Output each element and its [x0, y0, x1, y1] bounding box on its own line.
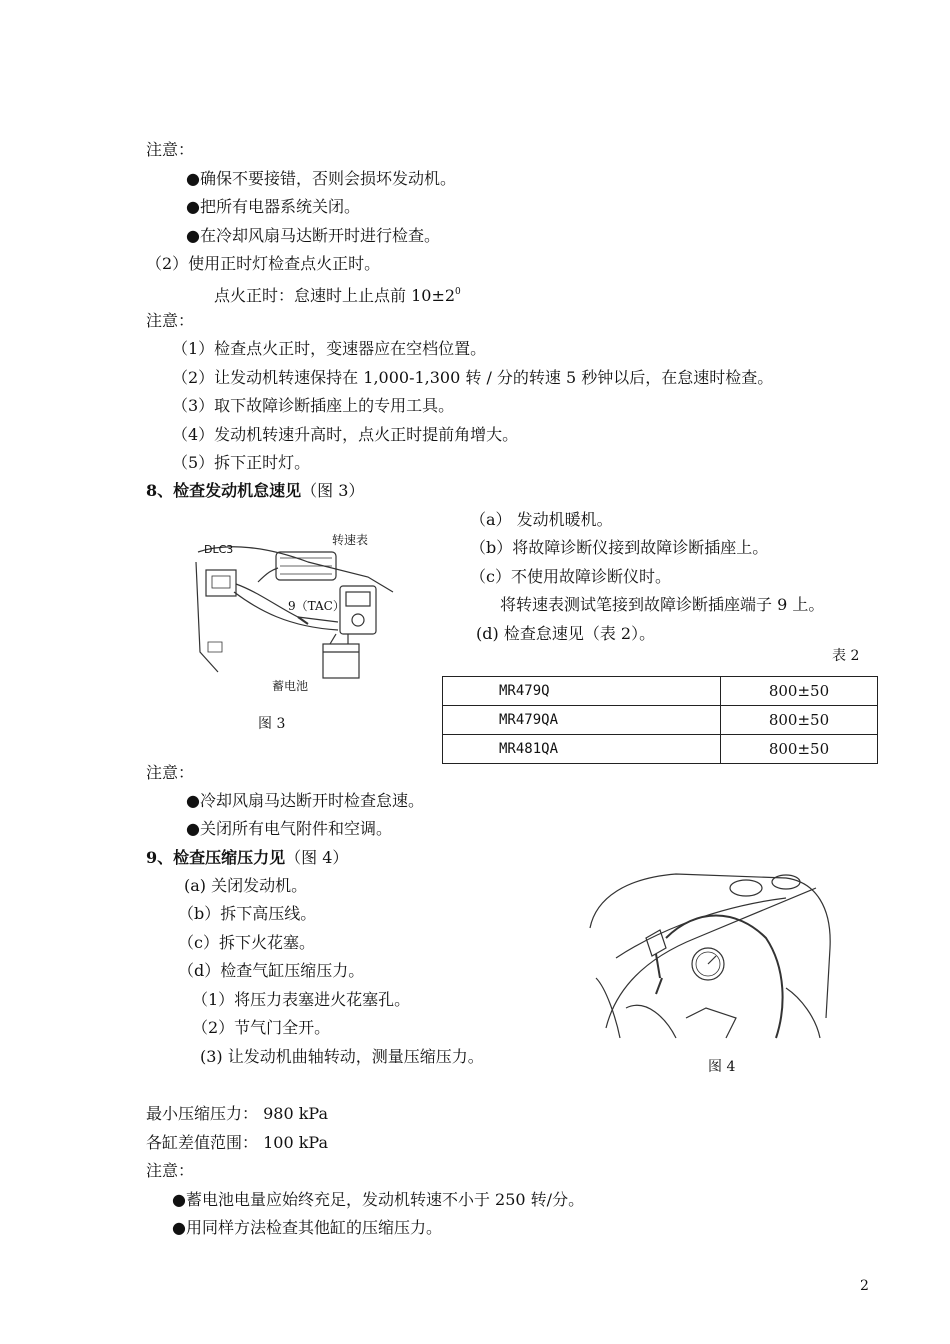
step-item: (d) 检查怠速见（表 2）。 [476, 624, 656, 643]
notice-item: ●蓄电池电量应始终充足，发动机转速不小于 250 转/分。 [172, 1190, 585, 1209]
table-row [443, 735, 878, 764]
notice-title: 注意： [146, 763, 195, 782]
notice-title: 注意： [146, 311, 195, 330]
section-heading: 9、检查压缩压力见（图 4） [146, 848, 349, 867]
notice-title: 注意： [146, 140, 195, 159]
step-item: （1）将压力表塞进火花塞孔。 [192, 990, 411, 1009]
table-caption: 表 2 [832, 648, 860, 664]
step-item: (a) 关闭发动机。 [184, 876, 308, 895]
notice-item: ●把所有电器系统关闭。 [186, 197, 360, 216]
model-cell: MR479QA [443, 706, 721, 735]
step-item: （a） 发动机暖机。 [470, 510, 613, 529]
notice-item: ●用同样方法检查其他缸的压缩压力。 [172, 1218, 442, 1237]
model-cell: MR481QA [443, 735, 721, 764]
value-cell: 800±50 [721, 677, 878, 706]
notice-title: 注意： [146, 1161, 195, 1180]
notice-item: （5）拆下正时灯。 [172, 453, 311, 472]
dlc3-label: DLC3 [204, 543, 234, 556]
step-item: （2）节气门全开。 [192, 1018, 331, 1037]
figure-caption: 图 4 [708, 1059, 736, 1075]
notice-item: （4）发动机转速升高时，点火正时提前角增大。 [172, 425, 519, 444]
compression-gauge-figure [586, 868, 836, 1044]
value-cell: 800±50 [721, 735, 878, 764]
step-item: （d）检查气缸压缩压力。 [178, 961, 365, 980]
notice-item: （2）让发动机转速保持在 1,000-1,300 转 / 分的转速 5 秒钟以后，在怠速时检查。 [172, 368, 774, 387]
pressure-difference: 各缸差值范围： 100 kPa [146, 1133, 328, 1152]
notice-item: ●在冷却风扇马达断开时进行检查。 [186, 226, 440, 245]
step-item: (3) 让发动机曲轴转动，测量压缩压力。 [200, 1047, 484, 1066]
notice-item: ●关闭所有电气附件和空调。 [186, 819, 392, 838]
tachometer-connection-figure [188, 522, 418, 698]
section-heading: 8、检查发动机怠速见（图 3） [146, 481, 365, 500]
step-item: （c）不使用故障诊断仪时。 [470, 567, 671, 586]
figure-caption: 图 3 [258, 716, 286, 732]
table-row [443, 706, 878, 735]
step-item: 将转速表测试笔接到故障诊断插座端子 9 上。 [500, 595, 825, 614]
tachometer-label: 转速表 [332, 533, 369, 547]
battery-label: 蓄电池 [272, 679, 309, 693]
ignition-spec: 点火正时：怠速时上止点前 $10\pm 2^0$ [214, 286, 461, 305]
notice-item: （1）检查点火正时，变速器应在空档位置。 [172, 339, 487, 358]
step-item: （b）拆下高压线。 [178, 904, 317, 923]
tac-terminal-label: 9（TAC） [288, 599, 345, 613]
notice-item: （3）取下故障诊断插座上的专用工具。 [172, 396, 455, 415]
step-heading: （2）使用正时灯检查点火正时。 [146, 254, 381, 273]
table-row [443, 677, 878, 706]
page-number: 2 [860, 1278, 869, 1294]
value-cell: 800±50 [721, 706, 878, 735]
step-item: （b）将故障诊断仪接到故障诊断插座上。 [470, 538, 769, 557]
model-cell: MR479Q [443, 677, 721, 706]
notice-item: ●冷却风扇马达断开时检查怠速。 [186, 791, 424, 810]
min-pressure: 最小压缩压力： 980 kPa [146, 1104, 328, 1123]
idle-speed-table [442, 676, 878, 764]
step-item: （c）拆下火花塞。 [178, 933, 315, 952]
notice-item: ●确保不要接错，否则会损坏发动机。 [186, 169, 456, 188]
